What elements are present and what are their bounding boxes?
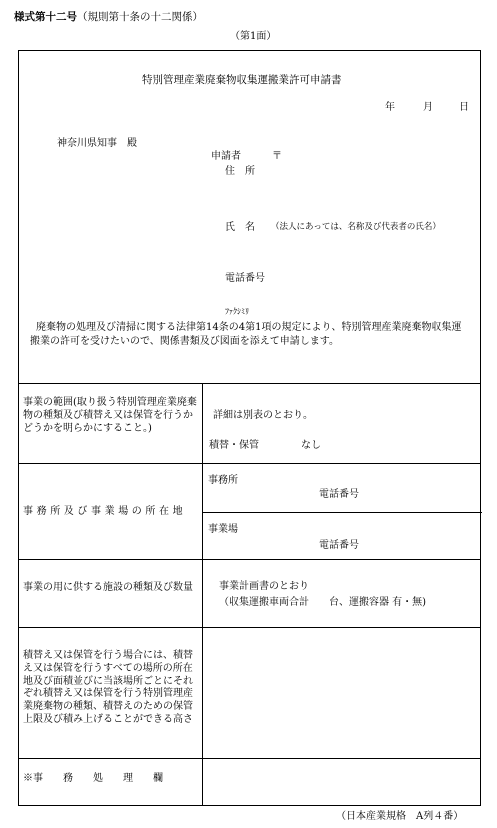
date-year: 年	[385, 102, 395, 113]
date-day: 日	[459, 102, 469, 113]
divider	[19, 383, 480, 384]
facilities-line-1: 事業計画書のとおり	[219, 581, 309, 592]
phone-label: 電話番号	[225, 273, 265, 284]
name-note: （法人にあっては、名称及び代表者の氏名）	[271, 222, 441, 232]
divider	[19, 758, 480, 759]
page-number: （第1面）	[230, 31, 277, 42]
scope-detail: 詳細は別表のとおり。	[213, 410, 313, 421]
facilities-line-2: （収集運搬車両合計 台、運搬容器 有・無)	[219, 597, 427, 608]
applicant-label: 申請者	[211, 151, 241, 162]
form-rule: （規則第十条の十二関係）	[77, 11, 203, 23]
facilities-label: 事業の用に供する施設の種類及び数量	[23, 582, 193, 593]
site-phone-label: 電話番号	[319, 540, 359, 551]
divider	[19, 559, 480, 560]
divider	[202, 512, 482, 513]
address-label: 住 所	[225, 166, 255, 177]
office-phone-label: 電話番号	[319, 489, 359, 500]
form-number: 様式第十二号（規則第十条の十二関係）	[14, 11, 203, 23]
application-statement: 廃棄物の処理及び清掃に関する法律第14条の4第1項の規定により、特別管理産業廃棄物収集運搬業の許可を受けたいので、関係書類及び図面を添えて申請します。	[30, 322, 462, 347]
transship-label: 積替・保管	[209, 440, 259, 451]
paper-standard: （日本産業規格 A列４番）	[336, 811, 464, 822]
site-label: 事業場	[208, 524, 238, 535]
application-form	[18, 50, 481, 806]
storage-label: 積替え又は保管を行う場合には、積替え又は保管を行うすべての場所の所在地及び面積並びに当該場所ごとにそれぞれ積替え又は保管を行う特別管理産業廃棄物の種類、積替えのための保管上限及び積み上げることができる高さ	[23, 650, 193, 725]
fax-label: ﾌｧｸｼﾐﾘ	[225, 307, 249, 316]
recipient: 神奈川県知事 殿	[57, 138, 137, 149]
office-label: 事務所	[208, 475, 238, 486]
transship-value: なし	[301, 440, 321, 451]
name-label: 氏 名	[225, 222, 255, 233]
postal-mark: 〒	[272, 151, 282, 162]
divider	[19, 627, 480, 628]
document-title: 特別管理産業廃棄物収集運搬業許可申請書	[142, 74, 342, 86]
office-use-label: ※事 務 処 理 欄	[23, 773, 163, 784]
scope-label: 事業の範囲(取り扱う特別管理産業廃棄物の種類及び積替え又は保管を行うかどうかを明らかにすること。)	[23, 397, 197, 434]
column-divider	[202, 383, 203, 805]
date-month: 月	[423, 102, 433, 113]
location-label: 事務所及び事業場の所在地	[23, 506, 187, 517]
divider	[19, 463, 480, 464]
